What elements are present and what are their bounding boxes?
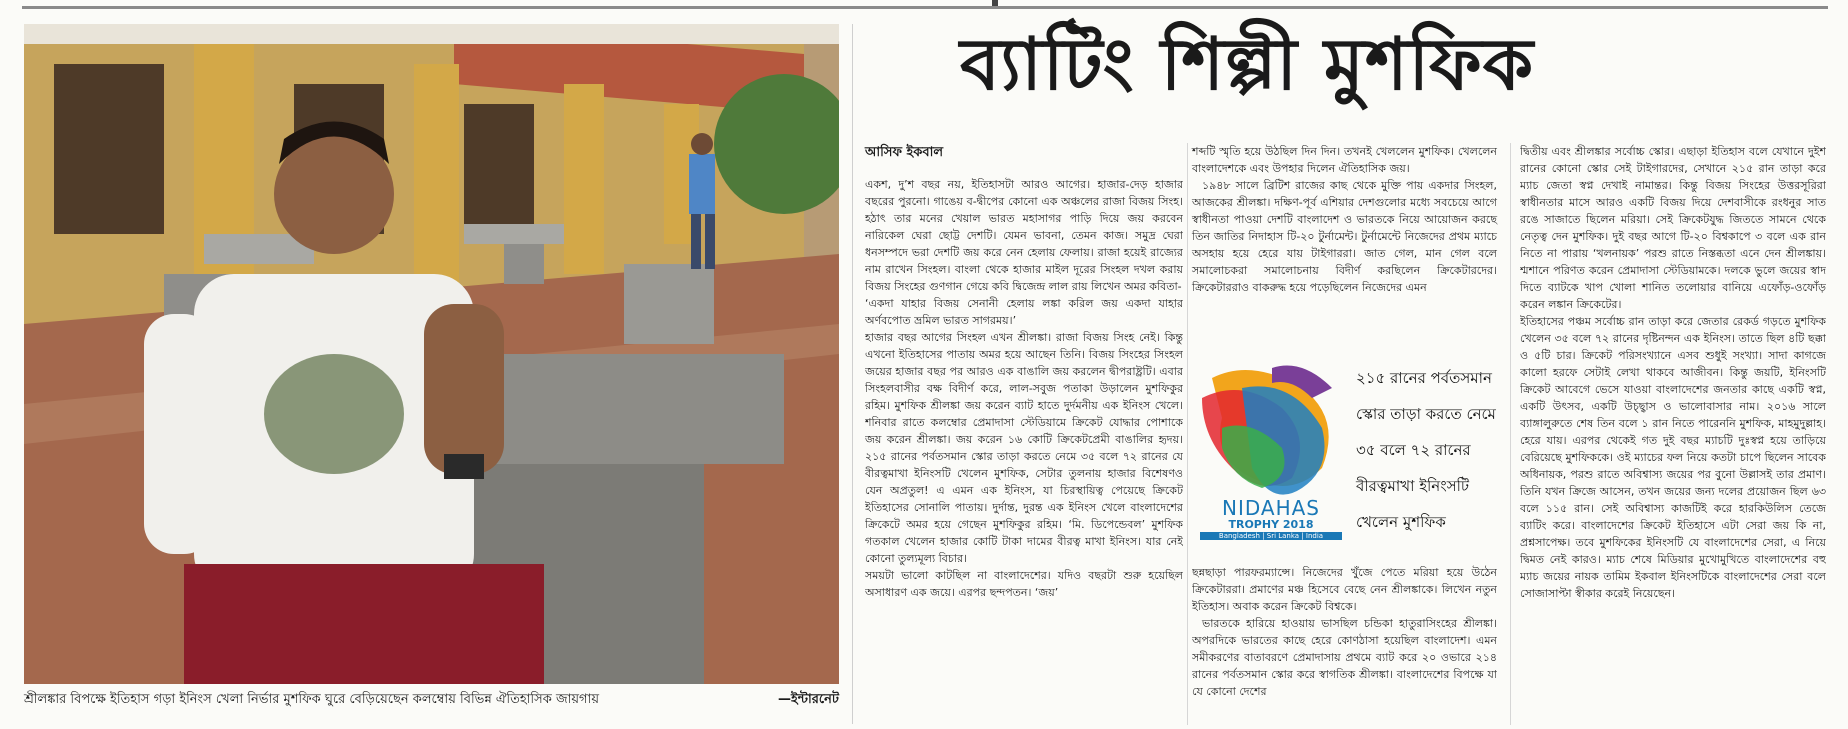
byline: আসিফ ইকবাল [865,145,944,160]
column-separator [1187,143,1188,725]
paragraph: শব্দটি স্মৃতি হয়ে উঠছিল দিন দিন। তখনই খেললেন মুশফিক। খেললেন বাংলাদেশকে এবং উপহার দিলেন ঐতিহাসিক জয়। [1192,145,1497,175]
paragraph: একশ, দু’শ বছর নয়, ইতিহাসটা আরও আগের। হাজার-দেড় হাজার বছরের পুরনো। গাঙেয় ব-দ্বীপের কোনো এক অঞ্চলের রাজা বিজয় সিংহ। হঠাৎ তার মনের খেয়াল ভারত মহাসাগর পাড়ি দিয়ে জয় করবেন নারিকেল ঘেরা ছোট্ট দেশটি। যেমন ভাবনা, তেমন কাজ। সমুদ্র ঘেরা ধনসম্পদে ভরা দেশটি জয় করে নেন হেলায় ফেলায়। রাজা হয়েই রাজ্যের নাম রাখেন সিংহল। বাংলা থেকে হাজার মাইল দূরের সিংহল দখল করায় বিজয় সিংহের গুণগান গেয়ে কবি দ্বিজেন্দ্র লাল রায় লিখেন অমর কবিতা- [865,178,1183,293]
column-divider [852,24,853,724]
photo-credit: —ইন্টারনেট [778,692,839,707]
paragraph: ছন্নছাড়া পারফরম্যান্সে। নিজেদের খুঁজে পেতে মরিয়া হয়ে উঠেন ক্রিকেটাররা। প্রমাণের মঞ্চ হিসেবে বেছে নেন শ্রীলঙ্কাকে। লিখেন নতুন ইতিহাস। অবাক করেন ক্রিকেট বিশ্বকে। [1192,566,1497,613]
column-separator [1510,143,1511,725]
photo-illustration [24,24,839,684]
poem-quote: ‘একদা যাহার বিজয় সেনানী হেলায় লঙ্কা করিল জয় একদা যাহার অর্ণবপোত ভ্রমিল ভারত সাগরময়।’ [865,297,1183,327]
article-column-3 [1520,143,1826,725]
article-photo [24,24,839,684]
paragraph: ১৯৪৮ সালে ব্রিটিশ রাজের কাছ থেকে মুক্তি পায় একদার সিংহল, আজকের শ্রীলঙ্কা। দক্ষিণ-পূর্ব এশিয়ার দেশগুলোর মধ্যে সবচেয়ে আগে স্বাধীনতা পাওয়া দেশটি বাংলাদেশ ও ভারতকে নিয়ে আয়োজন করছে তিন জাতির নিদাহাস টি-২০ টুর্নামেন্ট। টুর্নামেন্টে নিজেদের প্রথম ম্যাচে অসহায় হয়ে হেরে যায় টাইগাররা। জাত গেল, মান গেল বলে সমালোচকরা সমালোচনায় বিদীর্ণ করছিলেন ক্রিকেটারদের। ক্রিকেটাররাও বাকরুদ্ধ হয়ে পড়েছিলেন নিজেদের এমন [1192,179,1497,294]
page-marker [992,0,998,6]
article-column-1 [865,176,1183,724]
paragraph: ইতিহাসের পঞ্চম সর্বোচ্চ রান তাড়া করে জেতার রেকর্ড গড়তে মুশফিক খেলেন ৩৫ বলে ৭২ রানের দৃষ্টিনন্দন এক ইনিংস। তাতে ছিল ৪টি ছক্কা ও ৫টি চার। ক্রিকেট পরিসংখ্যানে এসব শুধুই সংখ্যা। সাদা কাগজে কালো হরফে সেটাই লেখা থাকবে আজীবন। কিন্তু জয়টি, ইনিংসটি ক্রিকেট আবেগে ভেসে যাওয়া বাংলাদেশের জনতার কাছে একটি স্বপ্ন, একটি উৎসব, একটি উচ্ছ্বাস ও ভালোবাসার নাম। ২০১৬ সালে ব্যাঙ্গালুরুতে শেষ তিন বলে ১ রান নিতে পারেননি মুশফিক, মাহমুদুল্লাহ। হেরে যায়। এরপর থেকেই গত দুই বছর ম্যাচটি দুঃস্বপ্ন হয়ে তাড়িয়ে বেরিয়েছে মুশফিককে। ওই ম্যাচের ফল নিয়ে কতটা চাপে ছিলেন সাবেক অধিনায়ক, পরশু রাতে অবিশ্বাস্য জয়ের পর বুনো উল্লাসই তার প্রমাণ। তিনি যখন ক্রিজে আসেন, তখন জয়ের জন্য দলের প্রয়োজন ছিল ৬৩ বলে ১১৫ রান। সেই অবিশ্বাস্য কাজটিই করে হারকিউলিস তেজে ব্যাটিং করে। বাংলাদেশের ক্রিকেট ইতিহাসে এটা সেরা জয় কি না, প্রশ্নসাপেক্ষ। তবে মুশফিকের ইনিংসটি যে বাংলাদেশের সেরা, এ নিয়ে দ্বিমত নেই কারও। ম্যাচ শেষে মিডিয়ার মুখোমুখিতে বাংলাদেশের বহু ম্যাচ জয়ের নায়ক তামিম ইকবাল ইনিংসটিকে বাংলাদেশের সেরা বলে সোজাসাপ্টা স্বীকার করেই নিয়েছেন। [1520,315,1826,600]
paragraph: দ্বিতীয় এবং শ্রীলঙ্কার সর্বোচ্চ স্কোর। এছাড়া ইতিহাস বলে যেখানে দুইশ রানের কোনো স্কোর সেই টাইগারদের, সেখানে ২১৫ রান তাড়া করে ম্যাচ জেতা স্বপ্ন দেখাই নামান্তর। কিন্তু বিজয় সিংহের উত্তরসূরিরা স্বাধীনতার মাসে আরও একটি বিজয় দিয়ে দেশবাসীকে রংধনুর সাত রঙে সাজাতে ছিলেন মরিয়া। সেই ক্রিকেটযুদ্ধ জিততে সামনে থেকে নেতৃত্ব দেন মুশফিক। দুই বছর আগে টি-২০ বিশ্বকাপে ৩ বলে এক রান নিতে না পারায় ‘খলনায়ক’ পরশু রাতে নিস্তব্ধতা এনে দেন শ্রীলঙ্কায়। শ্মশানে পরিণত করেন প্রেমাদাসা স্টেডিয়ামকে। দলকে ভুলে জয়ের স্বাদ দিতে ব্যাটকে খাপ খোলা শানিত তলোয়ার বানিয়ে এফোঁড়-ওফোঁড় করেন লঙ্কান ক্রিকেটের। [1520,145,1826,311]
photo-caption: শ্রীলঙ্কার বিপক্ষে ইতিহাস গড়া ইনিংস খেলা নির্ভার মুশফিক ঘুরে বেড়িয়েছেন কলম্বোয় বিভিন্ন ঐতিহাসিক জায়গায় [24,692,599,707]
headline: ব্যাটিং শিল্পী মুশফিক [960,21,1535,106]
article-column-2-bottom [1192,564,1497,724]
top-rule [22,6,1828,9]
article-column-2-top [1192,143,1497,296]
logo-subtitle: TROPHY 2018 [1228,518,1314,531]
logo-title: NIDAHAS [1221,496,1320,520]
paragraph: সময়টা ভালো কাটছিল না বাংলাদেশের। যদিও বছরটা শুরু হয়েছিল অসাধারণ এক জয়ে। এরপর ছন্দপতন। ‘জয়’ [865,569,1183,599]
photo-caption-row [24,690,839,711]
pull-quote: ২১৫ রানের পর্বতসমান স্কোর তাড়া করতে নেমে ৩৫ বলে ৭২ রানের বীরত্বমাখা ইনিংসটি খেলেন মুশফিক [1356,369,1496,531]
logo-countries: Bangladesh | Sri Lanka | India [1200,532,1342,540]
paragraph: ভারতকে হারিয়ে হাওয়ায় ভাসছিল চন্ডিকা হাতুরাসিংহের শ্রীলঙ্কা। অপরদিকে ভারতের কাছে হেরে কোণঠাসা হয়েছিল বাংলাদেশ। এমন সমীকরণের বাতাবরণে প্রেমাদাসায় প্রথমে ব্যাট করে ২০ ওভারে ২১৪ রানের পর্বতসমান স্কোর করে স্বাগতিক শ্রীলঙ্কা। বাংলাদেশের বিপক্ষে যা যে কোনো দেশের [1192,617,1497,698]
paragraph: হাজার বছর আগের সিংহল এখন শ্রীলঙ্কা। রাজা বিজয় সিংহ নেই। কিন্তু এখনো ইতিহাসের পাতায় অমর হয়ে আছেন তিনি। বিজয় সিংহের সিংহল জয়ের হাজার বছর পর আরও এক বাঙালি জয় করলেন দ্বীপরাষ্ট্রটি। এবার সিংহলবাসীর বক্ষ বিদীর্ণ করে, লাল-সবুজ পতাকা উড়ালেন মুশফিকুর রহিম। মুশফিক শ্রীলঙ্কা জয় করেন ব্যাট হাতে দুর্দমনীয় এক ইনিংস খেলে। শনিবার রাতে কলম্বোর প্রেমাদাসা স্টেডিয়ামে ক্রিকেট যোদ্ধার পোশাকে জয় করেন শ্রীলঙ্কা। জয় করেন ১৬ কোটি ক্রিকেটপ্রেমী বাঙালির হৃদয়। ২১৫ রানের পর্বতসমান স্কোর তাড়া করতে নেমে ৩৫ বলে ৭২ রানের যে বীরত্বমাখা ইনিংসটি খেলেন মুশফিক, সেটার তুলনায় হাজার বিশেষণও যেন অপ্রতুল! এ এমন এক ইনিংস, যা চিরস্থায়িত্ব পেয়েছে ক্রিকেট ইতিহাসের সোনালি পাতায়। দুর্দান্ত, দুরন্ত এক ইনিংস খেলে বাংলাদেশের ক্রিকেটে অমর হয়ে গেছেন মুশফিকুর রহিম। ‘মি. ডিপেন্ডেবল’ মুশফিক গতকাল খেলেন হাজার কোটি টাকা দামের বীরত্ব মাখা ইনিংস। যার নেই কোনো তুল্যমূল্য বিচার। [865,331,1183,565]
